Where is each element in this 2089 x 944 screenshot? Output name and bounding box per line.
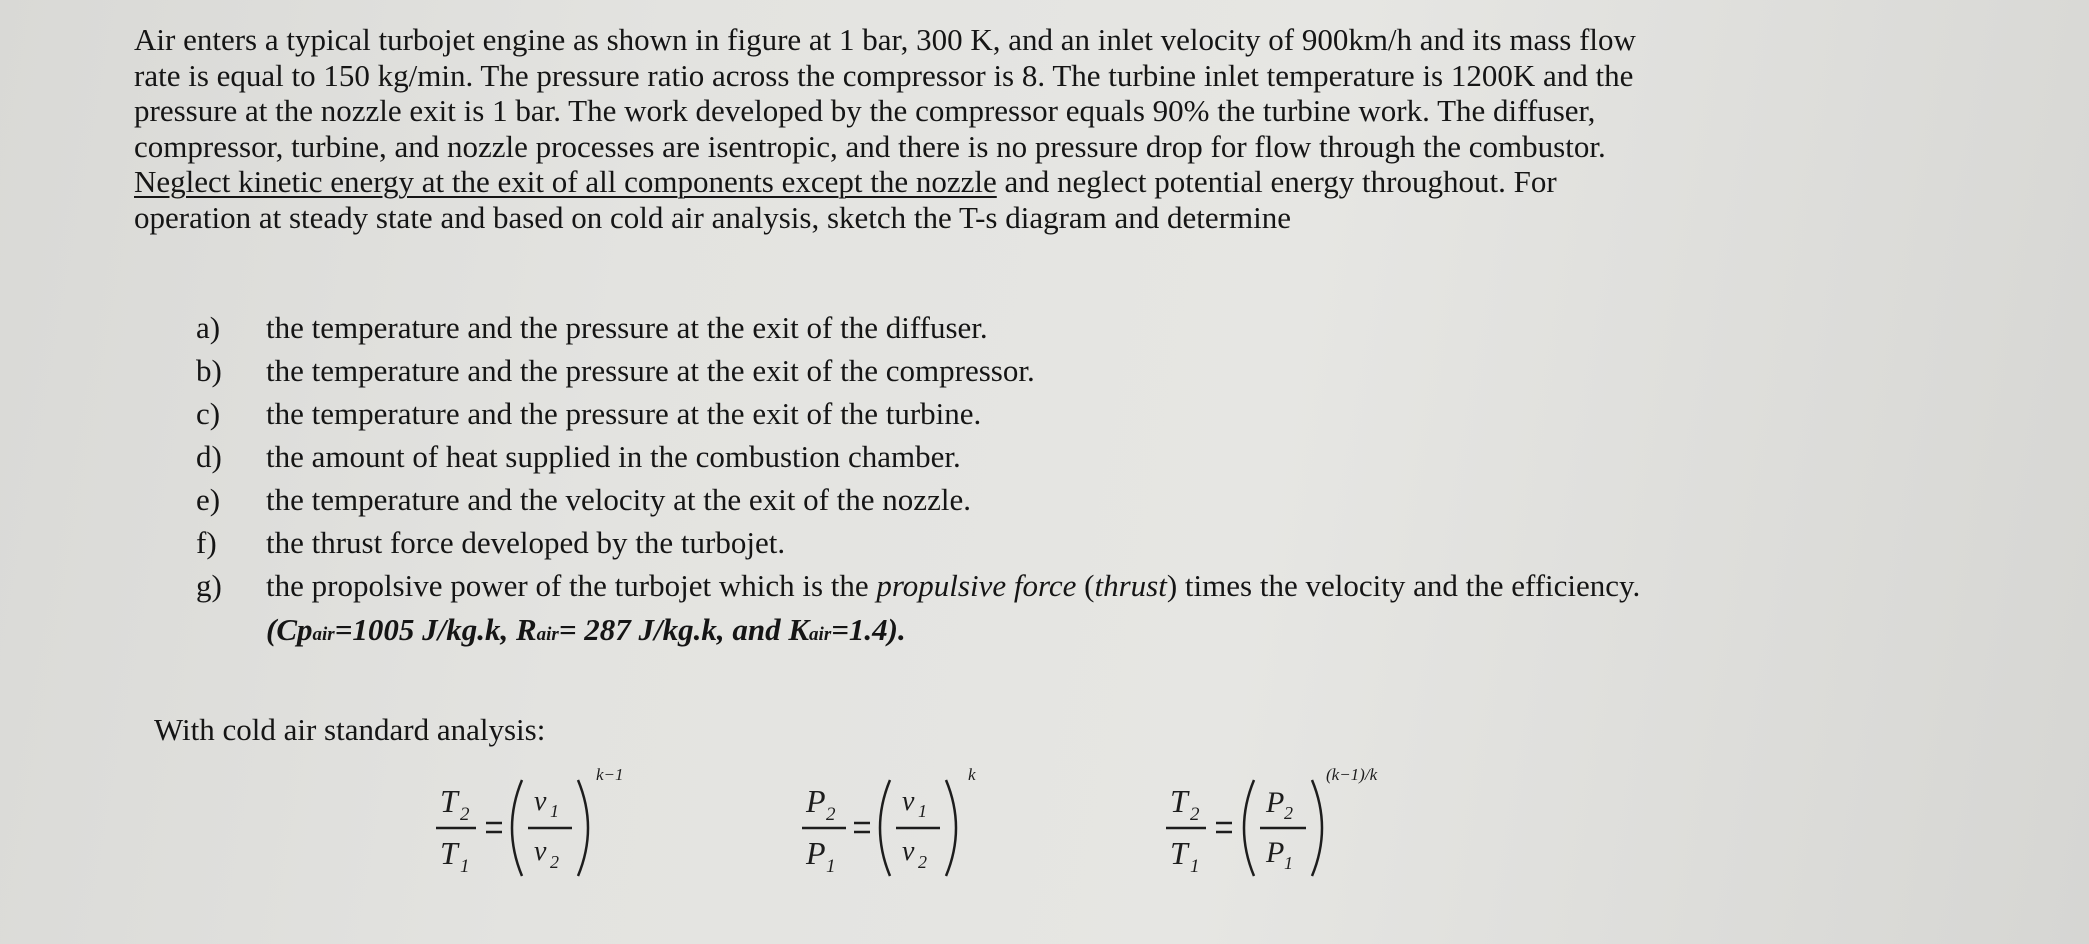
eq3-exponent: (k−1)/k bbox=[1326, 765, 1378, 784]
constants-sub-1: air bbox=[312, 624, 335, 645]
problem-line-2: rate is equal to 150 kg/min. The pressure ratio across the compressor is 8. The turbine inlet temperature is 1200K and the bbox=[134, 57, 1634, 93]
question-text bbox=[266, 564, 1640, 607]
eq1-left-paren bbox=[512, 780, 522, 876]
equation-pressure-volume bbox=[798, 765, 1028, 888]
equation-temperature-volume bbox=[430, 765, 660, 888]
eq2-lhs-num-sub: 2 bbox=[826, 804, 836, 825]
problem-line-4: compressor, turbine, and nozzle processes are isentropic, and there is no pressure drop for flow through the combustor. bbox=[134, 128, 1606, 164]
eq2-lhs-num: P bbox=[806, 783, 826, 819]
eq1-lhs-den-sub: 1 bbox=[460, 856, 470, 877]
eq2-exponent: k bbox=[968, 765, 976, 784]
question-text: the temperature and the pressure at the exit of the diffuser. bbox=[266, 310, 988, 345]
list-item bbox=[196, 478, 1640, 521]
question-g-post: ) times the velocity and the efficiency. bbox=[1166, 568, 1641, 603]
question-g-italic-2: thrust bbox=[1094, 568, 1167, 603]
eq1-exponent: k−1 bbox=[596, 765, 624, 784]
eq3-rhs-den-sub: 1 bbox=[1284, 853, 1293, 873]
question-text: the temperature and the pressure at the exit of the turbine. bbox=[266, 396, 982, 431]
constants-sub-2: air bbox=[536, 624, 559, 645]
section-heading: With cold air standard analysis: bbox=[154, 712, 546, 747]
eq2-rhs-num: v bbox=[902, 786, 915, 817]
list-item bbox=[196, 521, 1640, 564]
eq3-rhs-den: P bbox=[1266, 836, 1285, 869]
eq1-right-paren bbox=[578, 780, 588, 876]
list-item bbox=[196, 435, 1640, 478]
list-item bbox=[196, 349, 1640, 392]
eq1-rhs-num-sub: 1 bbox=[550, 801, 559, 821]
eq2-left-paren bbox=[880, 780, 890, 876]
problem-line-5-rest: and neglect potential energy throughout. For bbox=[996, 164, 1557, 199]
problem-line-1: Air enters a typical turbojet engine as shown in figure at 1 bar, 300 K, and an inlet velocity of 900km/h and its mass flow bbox=[134, 22, 1636, 57]
eq1-rhs-num: v bbox=[534, 786, 547, 817]
question-text: the amount of heat supplied in the combustion chamber. bbox=[266, 439, 961, 474]
eq1-rhs-den-sub: 2 bbox=[550, 852, 559, 872]
equation-1-svg bbox=[430, 765, 660, 888]
problem-line-6: operation at steady state and based on cold air analysis, sketch the T-s diagram and determine bbox=[134, 199, 1291, 235]
question-label: b) bbox=[196, 353, 222, 388]
question-label: f) bbox=[196, 525, 217, 560]
list-item-g bbox=[196, 564, 1640, 607]
air-constants bbox=[266, 612, 906, 648]
eq3-lhs-num-sub: 2 bbox=[1190, 804, 1200, 825]
eq1-lhs-num: T bbox=[440, 783, 458, 819]
question-text: the thrust force developed by the turbojet. bbox=[266, 525, 786, 560]
eq3-right-paren bbox=[1312, 780, 1322, 876]
eq1-rhs-den: v bbox=[534, 836, 547, 867]
question-label: d) bbox=[196, 439, 222, 474]
question-g-pre: the propolsive power of the turbojet which is the bbox=[266, 568, 877, 603]
eq2-lhs-den-sub: 1 bbox=[826, 856, 836, 877]
question-label: e) bbox=[196, 482, 221, 517]
problem-statement bbox=[134, 22, 2034, 235]
question-text: the temperature and the velocity at the exit of the nozzle. bbox=[266, 482, 971, 517]
eq2-lhs-den: P bbox=[806, 835, 826, 871]
eq3-rhs-num: P bbox=[1266, 786, 1285, 819]
underlined-assumption: Neglect kinetic energy at the exit of all components except the nozzle bbox=[134, 164, 997, 199]
problem-line-3: pressure at the nozzle exit is 1 bar. The work developed by the compressor equals 90% the turbine work. The diffuser, bbox=[134, 93, 1596, 128]
question-g-mid: ( bbox=[1076, 568, 1095, 603]
eq2-rhs-den-sub: 2 bbox=[918, 852, 927, 872]
eq2-rhs-den: v bbox=[902, 836, 915, 867]
equation-2-svg bbox=[798, 765, 1028, 888]
problem-line-5 bbox=[134, 164, 2034, 200]
eq1-lhs-den: T bbox=[440, 835, 458, 871]
list-item bbox=[196, 306, 1640, 349]
question-text: the temperature and the pressure at the exit of the compressor. bbox=[266, 353, 1035, 388]
eq2-rhs-num-sub: 1 bbox=[918, 801, 927, 821]
eq3-left-paren bbox=[1244, 780, 1254, 876]
equation-3-svg bbox=[1162, 765, 1462, 888]
eq2-right-paren bbox=[946, 780, 956, 876]
eq3-lhs-num: T bbox=[1170, 783, 1188, 819]
eq3-lhs-den-sub: 1 bbox=[1190, 856, 1200, 877]
constants-part-2: = 287 J/kg.k, and K bbox=[558, 612, 810, 647]
list-item bbox=[196, 392, 1640, 435]
question-g-italic-1: propulsive force bbox=[876, 568, 1077, 603]
question-label: g) bbox=[196, 568, 222, 603]
constants-part-1: =1005 J/kg.k, R bbox=[334, 612, 537, 647]
eq1-lhs-num-sub: 2 bbox=[460, 804, 470, 825]
eq3-lhs-den: T bbox=[1170, 835, 1188, 871]
constants-part-3: =1.4). bbox=[831, 612, 906, 647]
equation-temperature-pressure bbox=[1162, 765, 1462, 888]
question-label: a) bbox=[196, 310, 221, 345]
question-label: c) bbox=[196, 396, 221, 431]
eq3-rhs-num-sub: 2 bbox=[1284, 803, 1293, 823]
question-list bbox=[196, 306, 1640, 607]
constants-open: (Cp bbox=[266, 612, 313, 647]
constants-sub-3: air bbox=[809, 624, 832, 645]
